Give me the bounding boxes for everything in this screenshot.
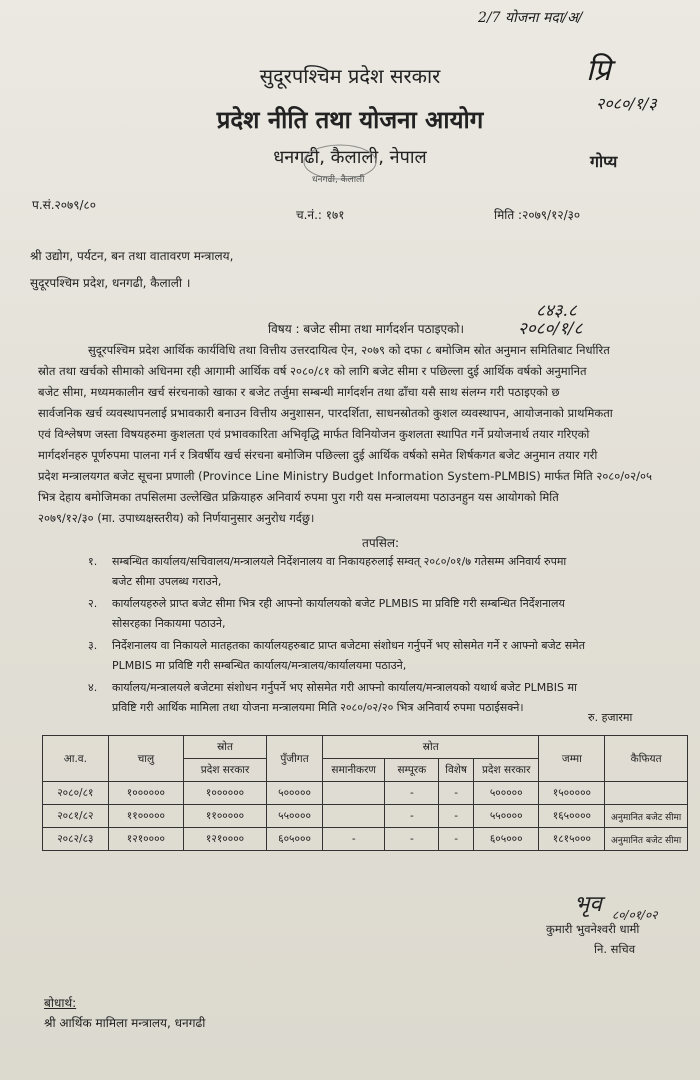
cell-total: १८१५०००: [539, 828, 605, 851]
body-line: बजेट सीमा, मध्यमकालीन खर्च संरचनाको खाका र बजेट तर्जुमा सम्बन्धी मार्गदर्शन तथा ढाँचा यसै साथ संलग्न गरी पठाइएको छ: [38, 385, 560, 399]
th-year: आ.व.: [43, 736, 109, 782]
bodharth-label: बोधार्थ:: [44, 996, 77, 1010]
cell-pradesh-2: ५०००००: [473, 782, 539, 805]
list-item-line: बजेट सीमा उपलब्ध गराउने,: [112, 575, 222, 588]
th-punjigat: पुँजीगत: [267, 736, 323, 782]
handwritten-top-note: 2/7 योजना मदा/अ/: [478, 10, 583, 26]
list-item-line: PLMBIS मा प्रविष्टि गरी सम्बन्धित कार्यालय/मन्त्रालय/कार्यालयमा पठाउने,: [112, 659, 407, 672]
recipient-line-1: श्री उद्योग, पर्यटन, बन तथा वातावरण मन्त्रालय,: [30, 249, 234, 263]
list-item-line: सोसरहका निकायमा पठाउने,: [112, 617, 226, 630]
body-line: २०७९/१२/३० (मा. उपाध्यक्षस्तरीय) को निर्णयानुसार अनुरोध गर्दछु।: [38, 511, 315, 525]
cell-sampurak: -: [385, 782, 439, 805]
cell-year: २०८०/८१: [43, 782, 109, 805]
cell-punjigat: ५०००००: [267, 782, 323, 805]
body-line: मार्गदर्शनहरु पूर्णरुपमा पालना गर्न र त्रिवर्षीय खर्च संरचना बमोजिम पछिल्ला दुई आर्थिक वर्षको समेत शिर्षकगत बजेट अनुमान तयार गरी: [38, 448, 598, 462]
office-address: धनगढी, कैलाली, नेपाल: [273, 147, 427, 168]
commission-name: प्रदेश नीति तथा योजना आयोग: [216, 106, 484, 134]
cell-punjigat: ५५००००: [267, 805, 323, 828]
subject: विषय : बजेट सीमा तथा मार्गदर्शन पठाइएको।: [268, 322, 465, 336]
signatory-title: नि. सचिव: [594, 942, 636, 956]
table-header-row: [43, 736, 688, 759]
cell-total: १६५००००: [539, 805, 605, 828]
cell-year: २०८२/८३: [43, 828, 109, 851]
cell-sampurak: -: [385, 805, 439, 828]
cell-pradesh: १००००००: [184, 782, 267, 805]
tapasil-list: [88, 552, 688, 718]
letter-date: मिति :२०७९/१२/३०: [494, 208, 581, 222]
office-stamp-text: धनगढी, कैलाली: [312, 175, 365, 185]
unit-note: रु. हजारमा: [588, 711, 633, 724]
th-bishesh: विशेष: [439, 759, 474, 782]
list-item-line: कार्यालय/मन्त्रालयले बजेटमा संशोधन गर्नुपर्ने भए सोसमेत गरी आफ्नो कार्यालय/मन्त्रालयको यथार्थ बजेट PLMBIS मा: [112, 681, 577, 694]
cell-pradesh-2: ६०५०००: [473, 828, 539, 851]
handwritten-date: २०८०/१/३: [596, 94, 657, 113]
signature: भृव: [574, 892, 602, 917]
list-item-line: कार्यालयहरुले प्राप्त बजेट सीमा भित्र रही आफ्नो कार्यालयको बजेट PLMBIS मा प्रविष्टि गरी सम्बन्धित निर्देशनालय: [112, 597, 565, 610]
cell-pradesh-2: ५५००००: [473, 805, 539, 828]
govt-name: सुदूरपश्चिम प्रदेश सरकार: [259, 64, 441, 88]
handwritten-initials: प्रि: [586, 53, 611, 88]
cell-sampurak: -: [385, 828, 439, 851]
cell-chalu: ११०००००: [108, 805, 183, 828]
cell-punjigat: ६०५०००: [267, 828, 323, 851]
list-item-no: ४.: [88, 681, 98, 694]
th-total: जम्मा: [539, 736, 605, 782]
cell-samanikaran: -: [323, 828, 385, 851]
list-item-line: सम्बन्धित कार्यालय/सचिवालय/मन्त्रालयले निर्देशनालय वा निकायहरुलाई सम्वत् २०८०/०१/७ गतेसम्म अनिवार्य रुपमा: [112, 555, 567, 568]
list-item: [88, 552, 688, 592]
table-row: [43, 782, 688, 805]
cell-pradesh: ११०००००: [184, 805, 267, 828]
th-remarks: कैफियत: [605, 736, 688, 782]
cell-bishesh: -: [439, 805, 474, 828]
body-line: भित्र देहाय बमोजिमका तपसिलमा उल्लेखित प्रक्रियाहरु अनिवार्य रुपमा पुरा गरी यस मन्त्रालयमा पठाउनहुन यस आयोगको मिति: [38, 490, 559, 504]
cell-total: १५०००००: [539, 782, 605, 805]
signature-date: ८०/०१/०२: [612, 908, 658, 922]
cell-remarks: अनुमानित बजेट सीमा: [605, 805, 688, 828]
th-pradesh-2: प्रदेश सरकार: [473, 759, 539, 782]
cell-chalu: १२१००००: [108, 828, 183, 851]
signatory-name: कुमारी भुवनेश्वरी धामी: [546, 922, 640, 936]
th-pradesh: प्रदेश सरकार: [184, 759, 267, 782]
diary-date: २०८०/१/८: [518, 319, 583, 339]
cell-bishesh: -: [439, 782, 474, 805]
list-item: [88, 636, 688, 676]
cell-remarks: [605, 782, 688, 805]
cell-year: २०८१/८२: [43, 805, 109, 828]
th-chalu: चालु: [108, 736, 183, 782]
body-paragraph: [38, 340, 678, 529]
body-line: स्रोत तथा खर्चको सीमाको अधिनमा रही आगामी आर्थिक वर्ष २०८०/८१ को लागि बजेट सीमा र पछिल्ला दुई आर्थिक वर्षको अनुमानित: [38, 364, 587, 378]
tapasil-title: तपसिल:: [362, 536, 400, 550]
cell-remarks: अनुमानित बजेट सीमा: [605, 828, 688, 851]
list-item-no: २.: [88, 597, 98, 610]
cell-bishesh: -: [439, 828, 474, 851]
body-line: सुदूरपश्चिम प्रदेश आर्थिक कार्यविधि तथा वित्तीय उत्तरदायित्व ऐन, २०७९ को दफा ८ बमोजिम स्रोत अनुमान समितिबाट निर्धारित: [88, 343, 610, 357]
list-item-no: ३.: [88, 639, 98, 652]
cell-pradesh: १२१००००: [184, 828, 267, 851]
cell-chalu: १००००००: [108, 782, 183, 805]
th-sampurak: सम्पूरक: [385, 759, 439, 782]
th-source-2: स्रोत: [323, 736, 539, 759]
list-item: [88, 594, 688, 634]
secret-label: गोप्य: [590, 152, 618, 171]
recipient-line-2: सुदूरपश्चिम प्रदेश, धनगढी, कैलाली ।: [30, 276, 191, 290]
cell-samanikaran: [323, 782, 385, 805]
th-source: स्रोत: [184, 736, 267, 759]
body-line: प्रदेश मन्त्रालयगत बजेट सूचना प्रणाली (Province Line Ministry Budget Information System-PLMBIS) मार्फत मिति २०८०/०२/०५: [38, 469, 652, 483]
body-line: सार्वजनिक खर्च व्यवस्थापनलाई प्रभावकारी बनाउन वित्तीय अनुशासन, पारदर्शिता, साधनस्रोतको कुशल व्यवस्थापन, आयोजनाको प्राथमिकता: [38, 406, 613, 420]
table-row: [43, 805, 688, 828]
list-item-no: १.: [88, 555, 98, 568]
bodharth-recipient: श्री आर्थिक मामिला मन्त्रालय, धनगढी: [44, 1016, 206, 1030]
table-row: [43, 828, 688, 851]
list-item-line: निर्देशनालय वा निकायले मातहतका कार्यालयहरुबाट प्राप्त बजेटमा संशोधन गर्नुपर्ने भए सोसमेत गर्ने र आफ्नो बजेट समेत: [112, 639, 585, 652]
cell-samanikaran: [323, 805, 385, 828]
diary-number: ८४३.८: [536, 301, 577, 321]
th-samanikaran: समानीकरण: [323, 759, 385, 782]
budget-table: [42, 735, 688, 851]
patra-sankhya: प.सं.२०७९/८०: [32, 198, 97, 212]
body-line: एवं विश्लेषण जस्ता विषयहरुमा कुशलता एवं प्रभावकारिता अभिवृद्धि मार्फत विनियोजन कुशलता स्थापित गर्ने प्रयोजनार्थ तयार गरिएको: [38, 427, 590, 441]
list-item-line: प्रविष्टि गरी आर्थिक मामिला तथा योजना मन्त्रालयमा मिति २०८०/०२/२० भित्र अनिवार्य रुपमा पठाईसक्ने।: [112, 701, 524, 714]
chalani-number: च.नं.: १७१: [296, 208, 345, 222]
